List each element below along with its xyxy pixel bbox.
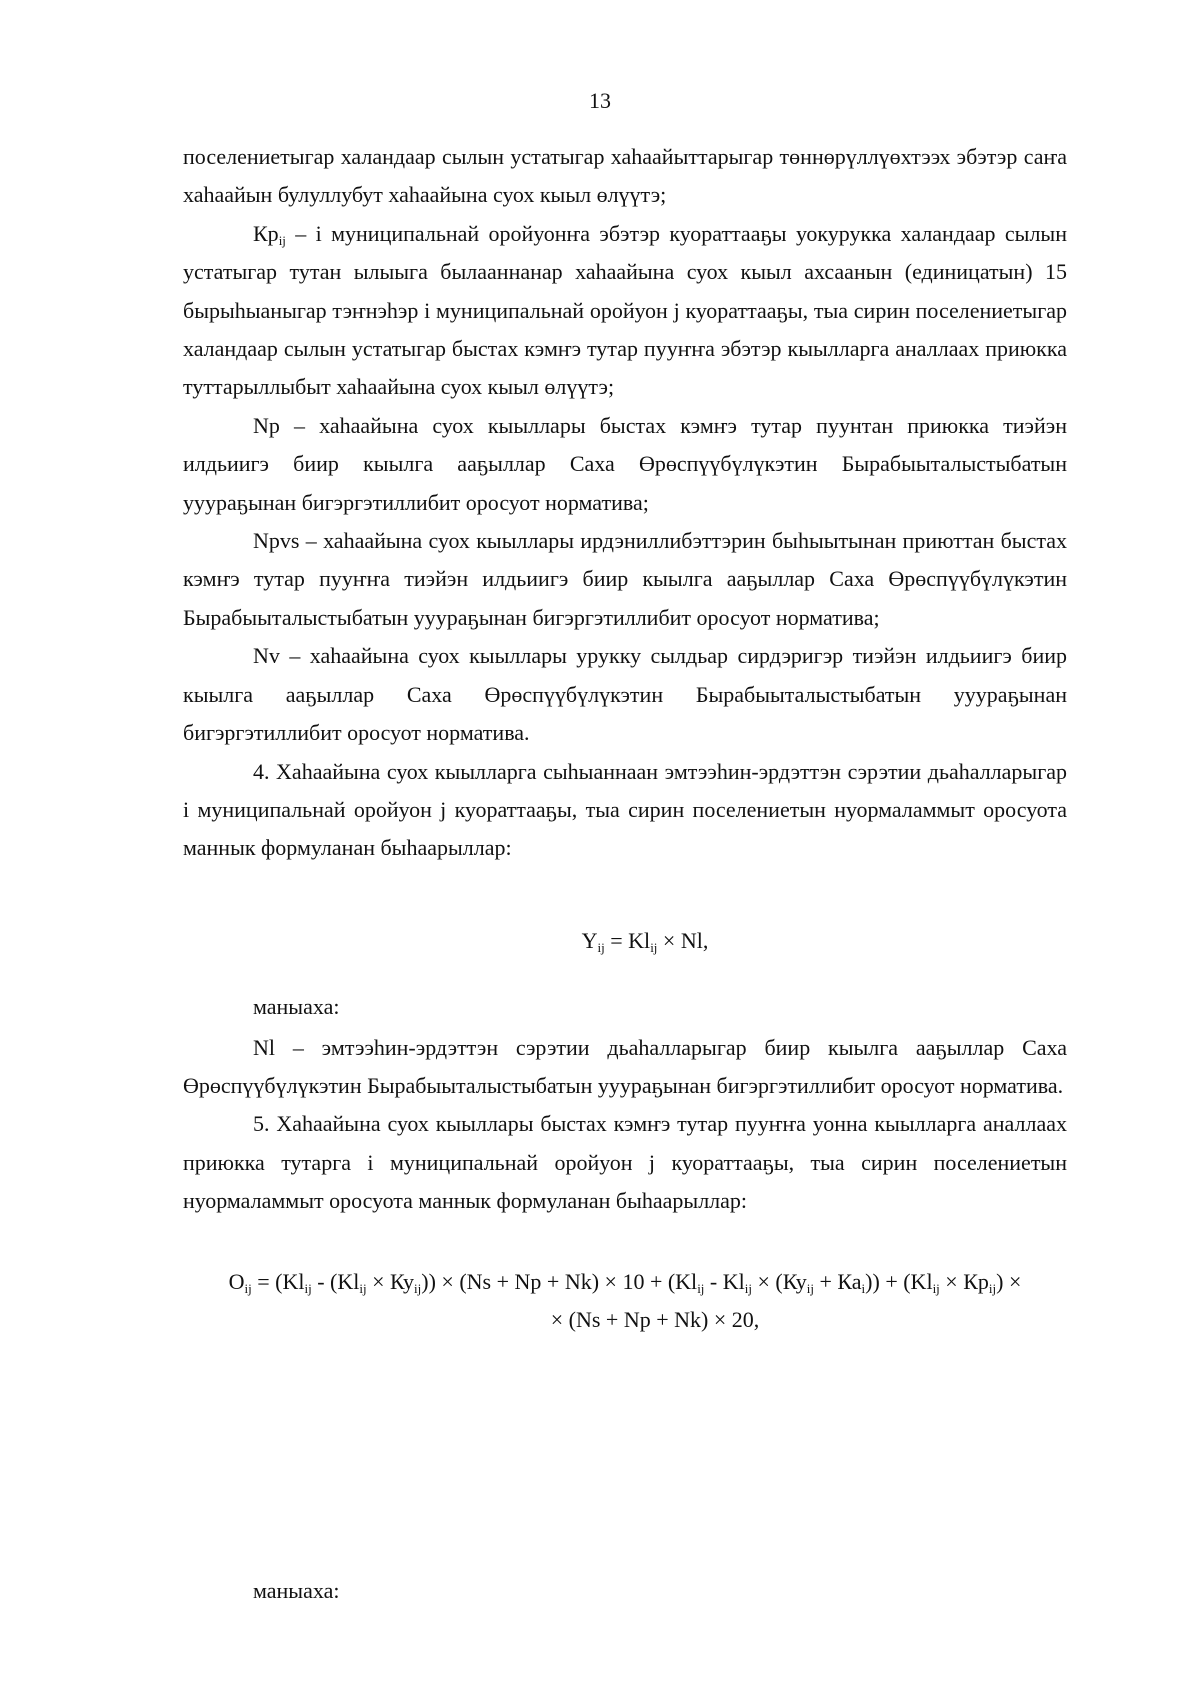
formula-oij-line2: × (Ns + Np + Nk) × 20, <box>550 1306 760 1332</box>
formula-lhs-sub: ij <box>597 939 605 955</box>
paragraph-kp-definition <box>183 215 1067 407</box>
paragraph-section-5: 5. Хаhаайына суох кыыллары быстах кэмҥэ тутар пууҥҥа уонна кыылларга аналлаах приюкка тутарга i муниципальнай оройуон j куораттааҕы, тыа сирин поселениетын нуормаламмыт оросуота маннык формуланан быhаарыллар: <box>183 1111 1067 1214</box>
document-body <box>183 138 1067 1339</box>
label-manyaha-bottom: маныаха: <box>253 1578 340 1603</box>
paragraph-section-4: 4. Хаhаайына суох кыылларга сыhыаннаан эмтээhин-эрдэттэн сэрэтии дьаhалларыгар i муниципальнай оройуон j куораттааҕы, тыа сирин поселениетын нуормаламмыт оросуота маннык формуланан быhаарыллар: <box>183 758 1067 861</box>
kp-subscript: ij <box>278 232 286 248</box>
formula-yij <box>183 922 1067 960</box>
formula-rest: × Nl, <box>657 927 709 953</box>
formula-lhs: Y <box>581 927 598 953</box>
paragraph-continuation: поселениетыгар халандаар сылын устатыгар хаhаайыттарыгар төннөрүллүөхтээх эбэтэр саҥа хаhаайын булуллубут хаhаайына суох кыыл өлүүтэ; <box>183 144 1067 208</box>
formula-eq: = Kl <box>604 927 651 953</box>
paragraph-npvs-definition: Npvs – хаhаайына суох кыыллары ирдэниллибэттэрин быhыытынан приюттан быстах кэмҥэ тутар пууҥҥа тиэйэн илдьиигэ биир кыылга ааҕыллар Саха Өрөспүүбүлүкэтин Бырабыыталыстыбатын ууураҕынан бигэргэтиллибит оросуот норматива; <box>183 528 1067 630</box>
paragraph-np-definition: Np – хаhаайына суох кыыллары быстах кэмҥэ тутар пуунтан приюкка тиэйэн илдьиигэ биир кыылга ааҕыллар Саха Өрөспүүбүлүкэтин Бырабыыталыстыбатын ууураҕынан бигэргэтиллибит оросуот норматива; <box>183 412 1067 515</box>
paragraph-nv-definition: Nv – хаhаайына суох кыыллары урукку сылдьар сирдэригэр тиэйэн илдьиигэ биир кыылга ааҕыллар Саха Өрөспүүбүлүкэтин Бырабыыталыстыбатын ууураҕынан бигэргэтиллибит оросуот норматива. <box>183 643 1067 746</box>
paragraph-nl-definition: Nl – эмтээhин-эрдэттэн сэрэтии дьаhалларыгар биир кыылга ааҕыллар Саха Өрөспүүбүлүкэтин Бырабыыталыстыбатын ууураҕынан бигэргэтиллибит оросуот норматива. <box>183 1034 1067 1098</box>
label-manyaha: маныаха: <box>253 994 340 1020</box>
formula-kl-sub: ij <box>650 939 658 955</box>
formula-oij <box>157 1263 1093 1339</box>
page-number: 13 <box>589 88 611 113</box>
kp-symbol: Кр <box>253 220 279 246</box>
kp-text: – i муниципальнай оройуонҥа эбэтэр куораттааҕы уокурукка халандаар сылын устатыгар тутан ылыыга былааннанар хаhаайына суох кыыл ахсаанын (единицатын) 15 бырыhыаныгар тэҥнэhэр i муниципальнай оройуон j куораттааҕы, тыа сирин поселениетыгар халандаар сылын устатыгар быстах кэмҥэ тутар пууҥҥа эбэтэр кыылларга аналлаах приюкка туттарыллыбыт хаhаайына суох кыыл өлүүтэ; <box>183 220 1067 400</box>
formula-oij-line1: $O_{ij} = (Kl_{ij} - (Kl_{ij} \times Ку_{ij})) \times (Ns + Np + Nk) \times 10 + (Kl_{ij} - Kl_{ij} \times (Ку_{ij} + Ка_i)) + (Kl_{ij} \times Кр_{ij})$ × <box>228 1268 1022 1296</box>
